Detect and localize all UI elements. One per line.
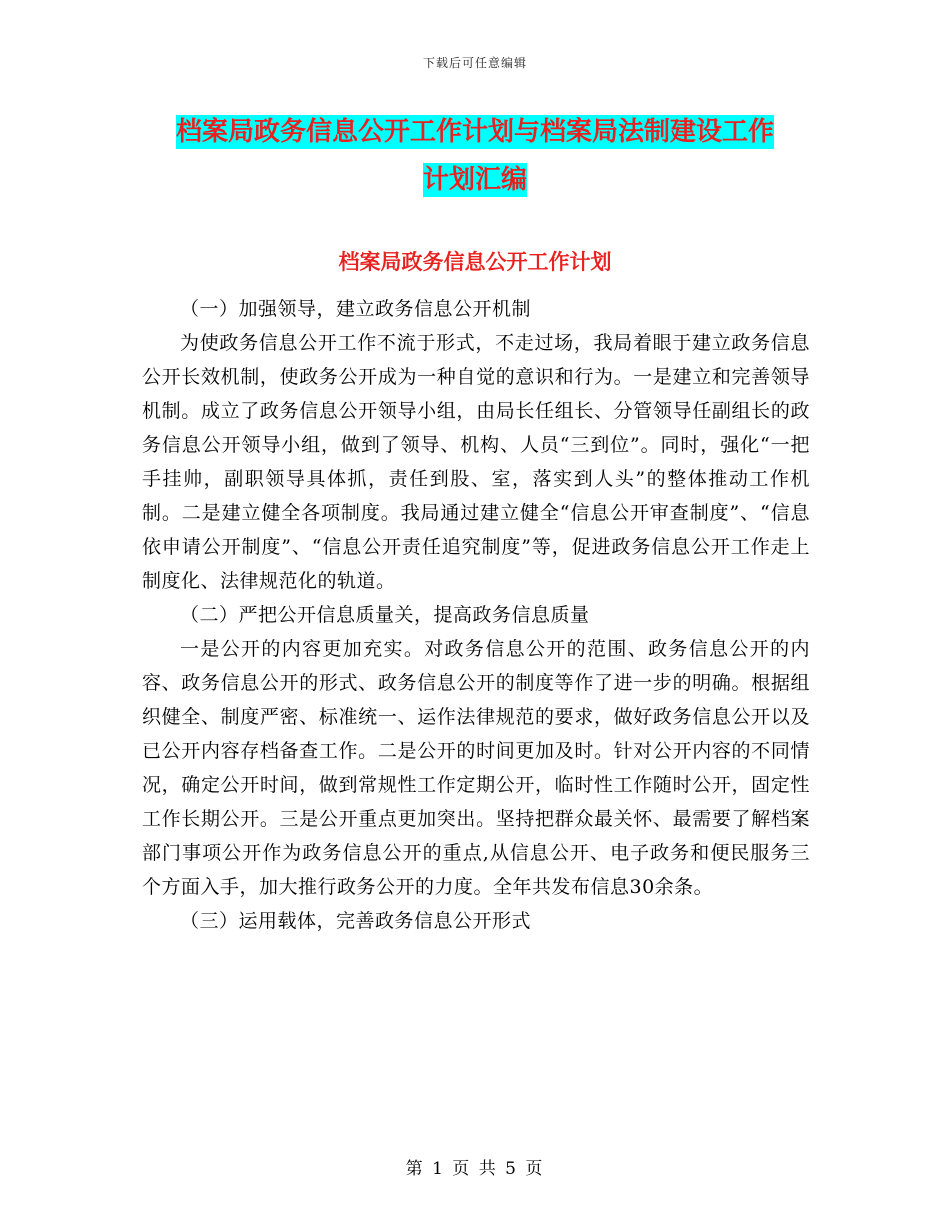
page-footer: 第 1 页 共 5 页 [405, 1159, 545, 1179]
document-title-line-2: 计划汇编 [422, 165, 527, 195]
subheading-1: （一）加强领导，建立政务信息公开机制 [180, 298, 532, 320]
document-title [0, 108, 950, 204]
header-note: 下载后可任意编辑 [422, 56, 527, 70]
paragraph-2: 一是公开的内容更加充实。对政务信息公开的范围、政务信息公开的内容、政务信息公开的形式、政务信息公开的制度等作了进一步的明确。根据组织健全、制度严密、标准统一、运作法律规范的要求，做好政务信息公开以及已公开内容存档备查工作。二是公开的时间更加及时。针对公开内容的不同情况，确定公开时间，做到常规性工作定期公开，临时性工作随时公开，固定性工作长期公开。三是公开重点更加突出。坚持把群众最关怀、最需要了解档案部门事项公开作为政务信息公开的重点,从信息公开、电子政务和便民服务三个方面入手，加大推行政务公开的力度。全年共发布信息30余条。 [142, 638, 810, 898]
paragraph-1: 为使政务信息公开工作不流于形式，不走过场，我局着眼于建立政务信息公开长效机制，使政务公开成为一种自觉的意识和行为。一是建立和完善领导机制。成立了政务信息公开领导小组，由局长任组长、分管领导任副组长的政务信息公开领导小组，做到了领导、机构、人员“三到位”。同时，强化“一把手挂帅，副职领导具体抓，责任到股、室，落实到人头”的整体推动工作机制。二是建立健全各项制度。我局通过建立健全“信息公开审查制度”、“信息依申请公开制度”、“信息公开责任追究制度”等，促进政务信息公开工作走上制度化、法律规范化的轨道。 [142, 332, 810, 592]
subheading-2: （二）严把公开信息质量关，提高政务信息质量 [180, 604, 590, 626]
document-body [142, 292, 810, 938]
document-title-line-1: 档案局政务信息公开工作计划与档案局法制建设工作 [175, 117, 774, 147]
subheading-3: （三）运用载体，完善政务信息公开形式 [180, 910, 532, 932]
section-title: 档案局政务信息公开工作计划 [338, 250, 612, 274]
